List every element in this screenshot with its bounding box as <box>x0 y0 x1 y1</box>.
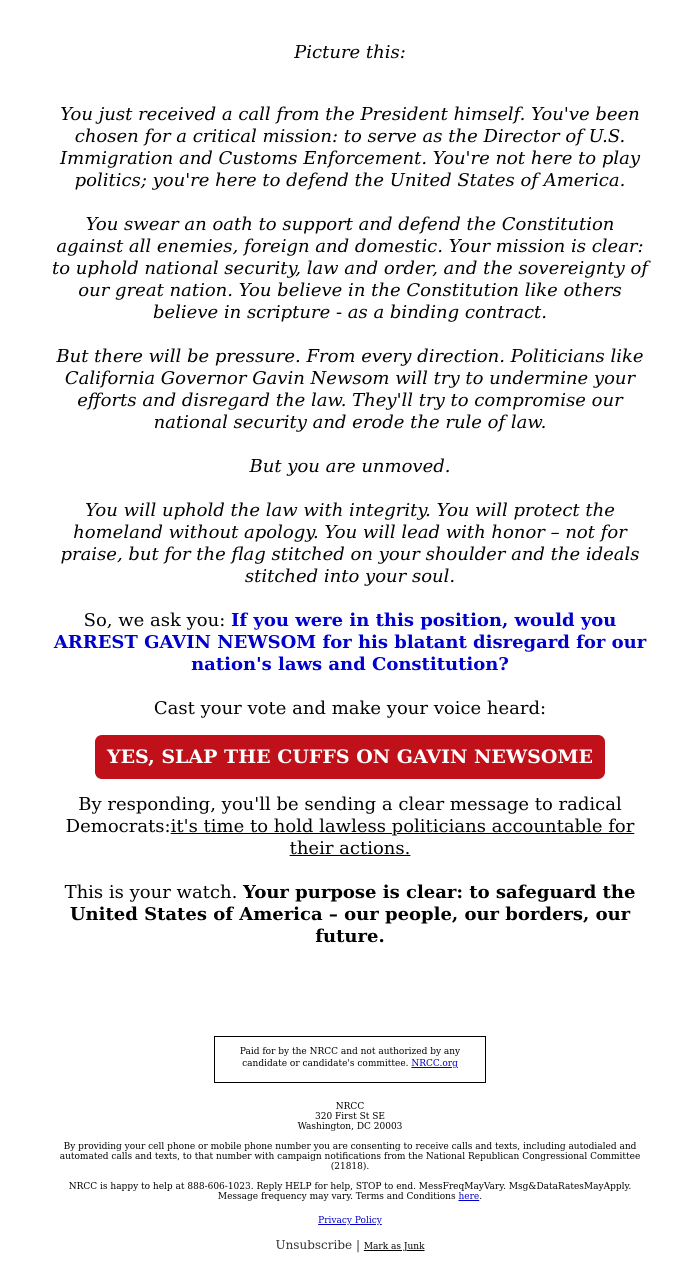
org-name: NRCC <box>335 1102 365 1112</box>
consent-text: By providing your cell phone or mobile phone number you are consenting to receive calls and texts, including autodialed and automated calls and texts, to that number with campaign notifications from the National Republican Congressional Committee (21818). <box>59 1142 641 1172</box>
question-prefix: So, we ask you: <box>83 610 231 631</box>
responding-text <box>50 794 650 860</box>
email-body <box>50 0 650 948</box>
paid-for-text: Paid for by the NRCC and not authorized by any candidate or candidate's committee. <box>239 1047 461 1069</box>
paragraph-oath: You swear an oath to support and defend the Constitution against all enemies, foreign and domestic. Your mission is clear: to uphold national security, law and order, and the sovereignty of our great nation. You believe in the Constitution like others believe in scripture - as a binding contract. <box>52 214 648 323</box>
responding-prefix: By responding, you'll be sending a clear message to radical Democrats: <box>65 794 622 837</box>
help-text-body: NRCC is happy to help at 888-606-1023. Reply HELP for help, STOP to end. MessFreqMayVary. Msg&DataRatesMayApply. Message frequency may vary. Terms and Conditions <box>68 1182 632 1202</box>
privacy-row <box>50 1216 650 1226</box>
paragraph-integrity: You will uphold the law with integrity. You will protect the homeland without apology. You will lead with honor – not for praise, but for the flag stitched on your shoulder and the ideals stitched into your soul. <box>60 500 640 587</box>
footer <box>50 1102 650 1252</box>
paragraph-pressure: But there will be pressure. From every direction. Politicians like California Governor Gavin Newsom will try to undermine your efforts and disregard the law. They'll try to compromise our national security and erode the rule of law. <box>56 346 644 433</box>
paragraph-call: You just received a call from the President himself. You've been chosen for a critical mission: to serve as the Director of U.S. Immigration and Customs Enforcement. You're not here to play politics; you're here to defend the United States of America. <box>59 104 641 191</box>
watch-prefix: This is your watch. <box>64 882 244 903</box>
disclaimer-box <box>214 1036 486 1083</box>
vote-yes-button[interactable]: YES, SLAP THE CUFFS ON GAVIN NEWSOME <box>95 735 605 779</box>
address-block <box>50 1102 650 1132</box>
help-text: NRCC is happy to help at 888-606-1023. Reply HELP for help, STOP to end. MessFreqMayVary. Msg&DataRatesMayApply. Message frequency may vary. Terms and Conditions here. <box>68 1182 632 1202</box>
responding-link[interactable]: it's time to hold lawless politicians accountable for their actions. <box>170 816 635 859</box>
question-highlight[interactable]: If you were in this position, would you ARREST GAVIN NEWSOM for his blatant disregard for our nation's laws and Constitution? <box>53 610 647 675</box>
question <box>50 610 650 676</box>
watch-text <box>50 882 650 948</box>
watch-highlight: Your purpose is clear: to safeguard the United States of America – our people, our borders, our future. <box>69 882 636 947</box>
privacy-policy-link[interactable]: Privacy Policy <box>318 1216 382 1226</box>
nrcc-link[interactable]: NRCC.org <box>411 1059 458 1069</box>
separator: | <box>355 1238 360 1252</box>
address-line-2: Washington, DC 20003 <box>297 1122 403 1132</box>
terms-link[interactable]: here <box>458 1192 480 1202</box>
mark-as-junk-link[interactable]: Mark as Junk <box>363 1242 425 1252</box>
paragraph-unmoved: But you are unmoved. <box>249 456 451 477</box>
unsubscribe-link[interactable]: Unsubscribe <box>275 1238 353 1252</box>
intro-line: Picture this: <box>294 42 406 63</box>
vote-prompt: Cast your vote and make your voice heard: <box>153 698 547 719</box>
address-line-1: 320 First St SE <box>315 1112 385 1122</box>
unsubscribe-row <box>50 1238 650 1252</box>
